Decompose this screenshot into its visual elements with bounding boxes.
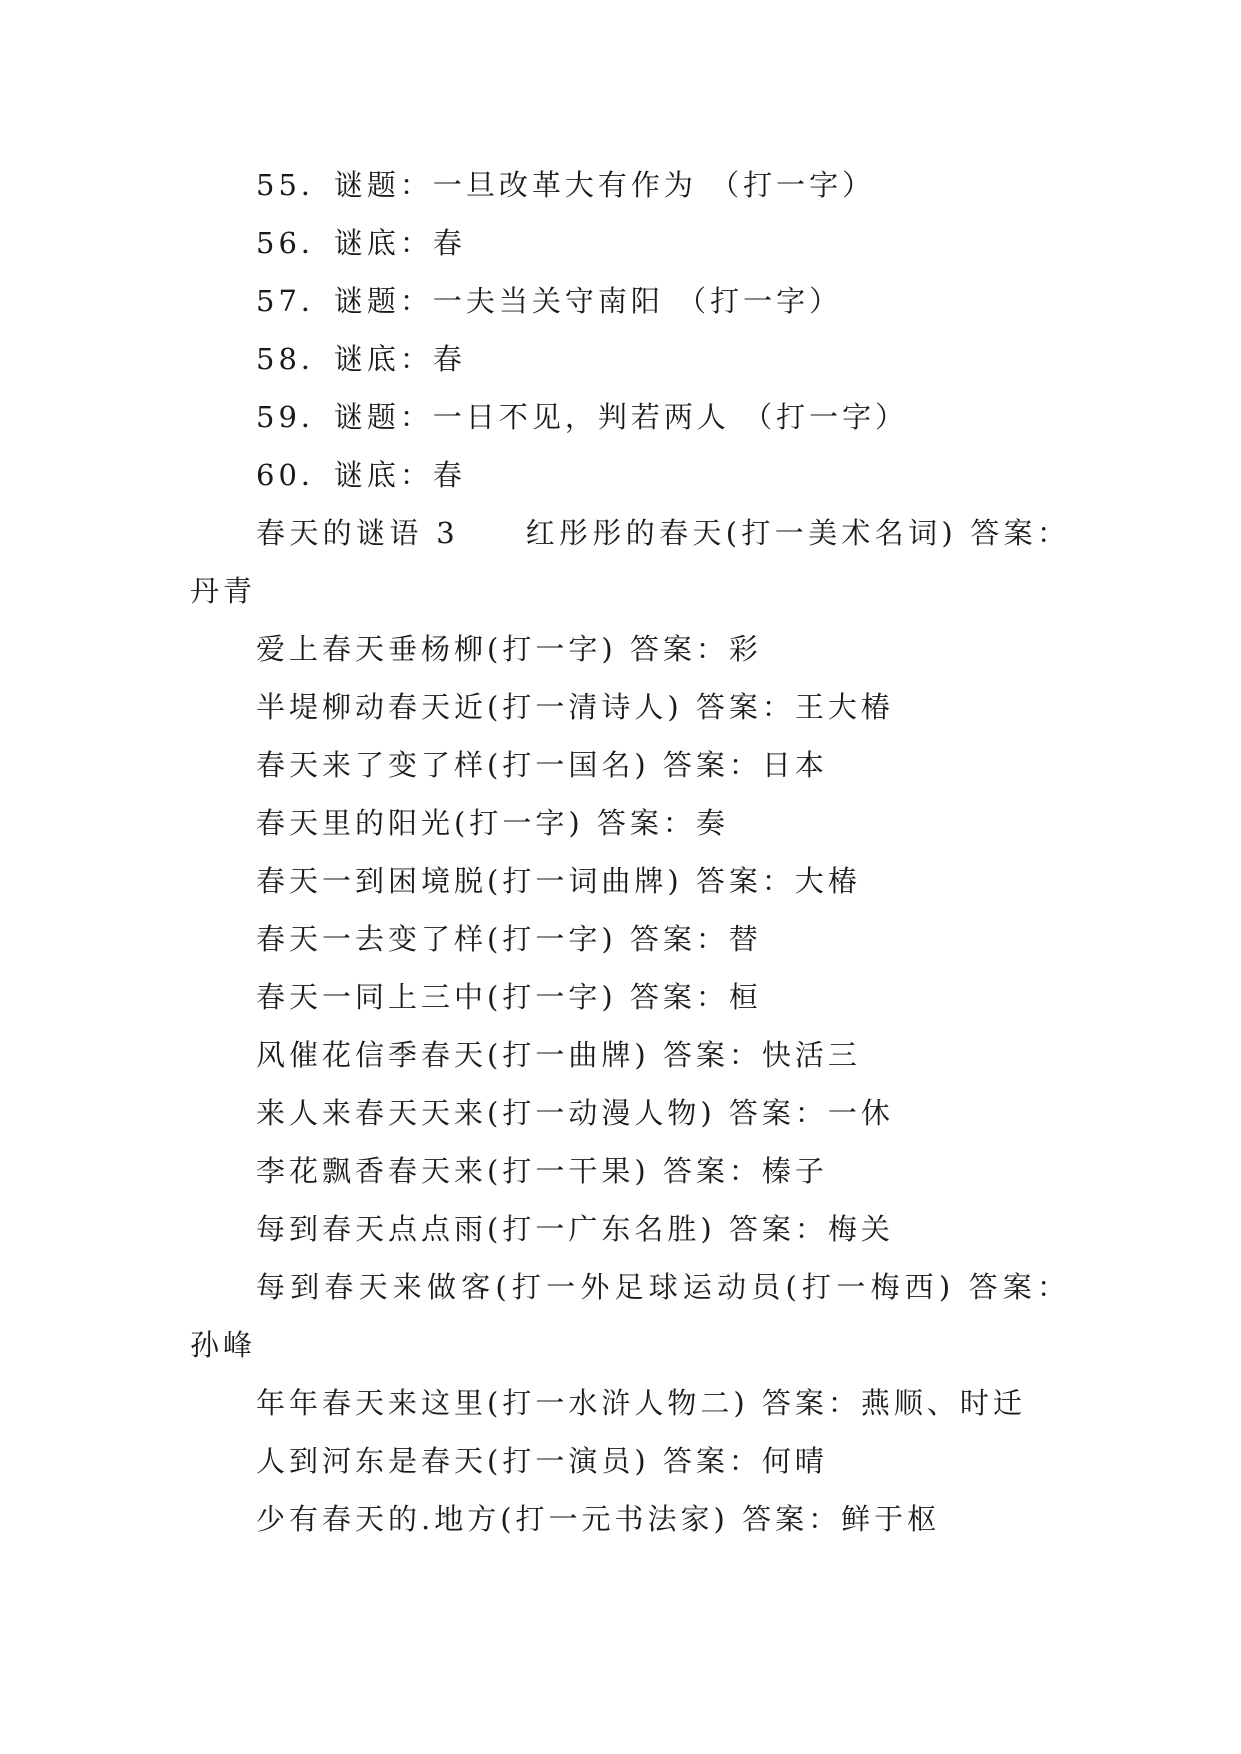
riddle-answer-line: 人到河东是春天(打一演员) 答案：何晴 bbox=[256, 1444, 828, 1478]
riddle-answer-line: 春天里的阳光(打一字) 答案：奏 bbox=[256, 806, 729, 840]
answer-line: 58．谜底：春 bbox=[256, 342, 466, 376]
riddle-answer-line: 年年春天来这里(打一水浒人物二) 答案：燕顺、时迁 bbox=[256, 1386, 1026, 1420]
riddle-answer-line: 每到春天来做客(打一外足球运动员(打一梅西) 答案： bbox=[256, 1270, 1070, 1304]
riddle-line: 55．谜题：一旦改革大有作为 （打一字） bbox=[256, 168, 876, 202]
answer-line: 56．谜底：春 bbox=[256, 226, 466, 260]
riddle-answer-line: 李花飘香春天来(打一干果) 答案：榛子 bbox=[256, 1154, 828, 1188]
riddle-answer-line: 爱上春天垂杨柳(打一字) 答案：彩 bbox=[256, 632, 762, 666]
riddle-answer-line: 半堤柳动春天近(打一清诗人) 答案：王大椿 bbox=[256, 690, 894, 724]
riddle-line: 57．谜题：一夫当关守南阳 （打一字） bbox=[256, 284, 843, 318]
riddle-answer-line: 春天来了变了样(打一国名) 答案：日本 bbox=[256, 748, 828, 782]
continuation-line: 丹青 bbox=[190, 574, 257, 608]
riddle-answer-line: 每到春天点点雨(打一广东名胜) 答案：梅关 bbox=[256, 1212, 894, 1246]
riddle-line: 59．谜题：一日不见，判若两人 （打一字） bbox=[256, 400, 909, 434]
document-body bbox=[190, 156, 1070, 1548]
riddle-answer-line: 春天一同上三中(打一字) 答案：桓 bbox=[256, 980, 762, 1014]
riddle-answer-line: 少有春天的.地方(打一元书法家) 答案：鲜于枢 bbox=[256, 1502, 941, 1536]
riddle-answer-line: 春天一去变了样(打一字) 答案：替 bbox=[256, 922, 762, 956]
section-heading-line: 春天的谜语 3 红彤彤的春天(打一美术名词) 答案： bbox=[256, 516, 1070, 550]
riddle-answer-line: 春天一到困境脱(打一词曲牌) 答案：大椿 bbox=[256, 864, 861, 898]
riddle-answer-line: 来人来春天天来(打一动漫人物) 答案：一休 bbox=[256, 1096, 894, 1130]
continuation-line: 孙峰 bbox=[190, 1328, 257, 1362]
riddle-answer-line: 风催花信季春天(打一曲牌) 答案：快活三 bbox=[256, 1038, 861, 1072]
answer-line: 60．谜底：春 bbox=[256, 458, 466, 492]
